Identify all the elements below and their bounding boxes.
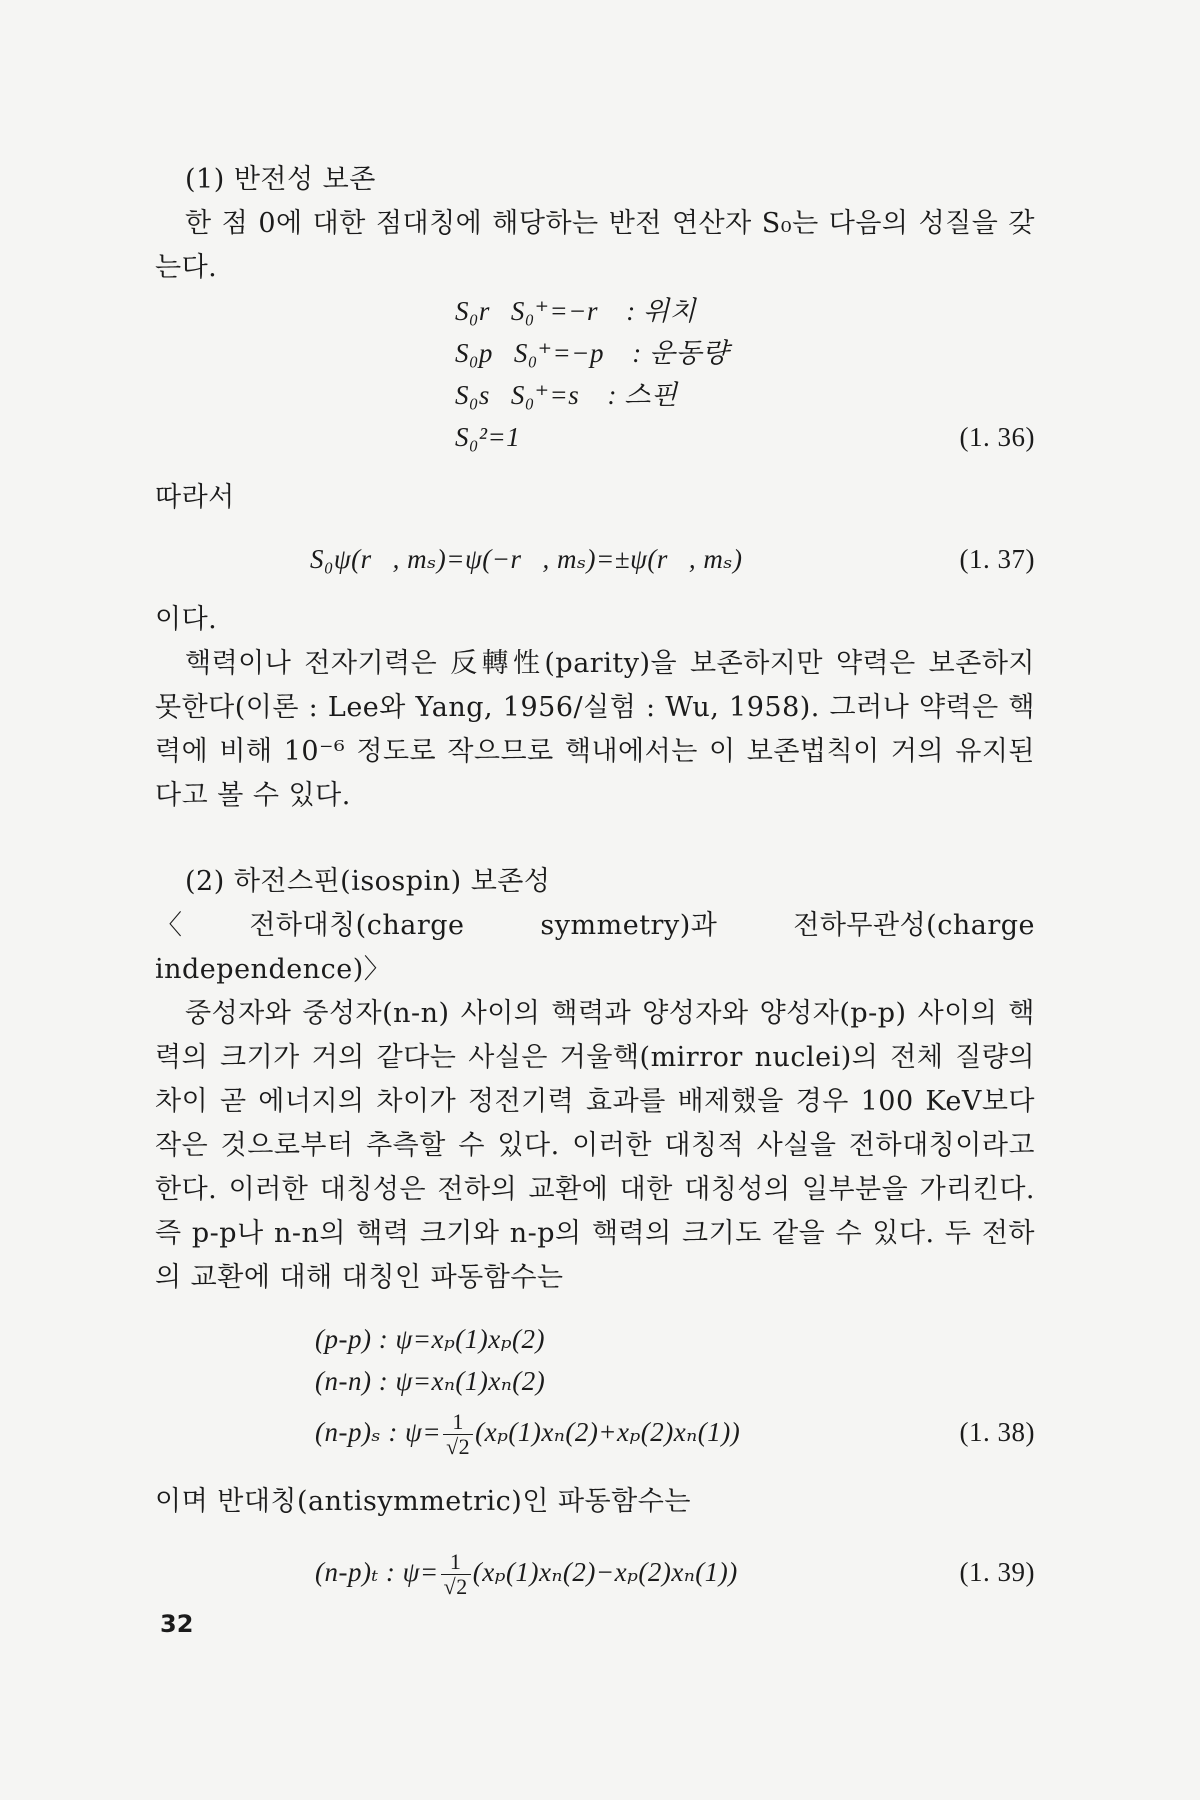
eq-np-sym-lhs: (n-p)ₛ : ψ= bbox=[315, 1417, 442, 1447]
section2-subheading: 〈전하대칭(charge symmetry)과 전하무관성(charge independence)〉 bbox=[155, 910, 1035, 985]
eq-position: S₀r⃗S₀⁺=−r⃗ : 위치 bbox=[455, 296, 697, 326]
eq-np-sym-rhs: (xₚ(1)xₙ(2)+xₚ(2)xₙ(1)) bbox=[475, 1417, 741, 1447]
section1-paragraph: 핵력이나 전자기력은 反轉性(parity)을 보존하지만 약력은 보존하지 못한다(이론 : Lee와 Yang, 1956/실험 : Wu, 1958). 그러나 약력은 핵력에 비해 10⁻⁶ 정도로 작으므로 핵내에서는 이 보존법칙이 거의 유지된다고 볼 수 있다. bbox=[155, 648, 1035, 811]
eq-np-anti bbox=[315, 1542, 1035, 1602]
eq-spin: S₀s⃗S₀⁺=s⃗ : 스핀 bbox=[455, 380, 678, 410]
eq-block-137 bbox=[155, 538, 1035, 580]
eq-block-136 bbox=[155, 290, 1035, 458]
page-content bbox=[155, 158, 1035, 1602]
section1-heading: (1) 반전성 보존 bbox=[185, 164, 376, 195]
fraction-numerator: 1 bbox=[443, 1410, 473, 1435]
eq-number-139: (1. 39) bbox=[959, 1557, 1035, 1587]
fraction-sym bbox=[443, 1410, 473, 1459]
eq-np-anti-rhs: (xₚ(1)xₙ(2)−xₚ(2)xₙ(1)) bbox=[472, 1557, 738, 1587]
eq-137: S₀ψ(r⃗, mₛ)=ψ(−r⃗, mₛ)=±ψ(r⃗, mₛ) bbox=[310, 544, 743, 574]
eq-square-text: S₀²=1 bbox=[455, 422, 521, 452]
eq-number-138: (1. 38) bbox=[959, 1417, 1035, 1447]
fraction-denominator: √2 bbox=[446, 1434, 471, 1460]
eq-number-137: (1. 37) bbox=[959, 544, 1035, 574]
fraction-numerator: 1 bbox=[441, 1550, 471, 1575]
eq-137-line bbox=[310, 538, 1035, 580]
therefore-text: 따라서 bbox=[155, 482, 235, 513]
eq-np-anti-lhs: (n-p)ₜ : ψ= bbox=[315, 1557, 439, 1587]
page-number: 32 bbox=[160, 1610, 194, 1638]
fraction-anti bbox=[441, 1550, 471, 1599]
eq-square bbox=[455, 416, 1035, 458]
section2-paragraph: 중성자와 중성자(n-n) 사이의 핵력과 양성자와 양성자(p-p) 사이의 핵력의 크기가 거의 같다는 사실은 거울핵(mirror nuclei)의 전체 질량의 차이 곧 에너지의 차이가 정전기력 효과를 배제했을 경우 100 KeV보다 작은 것으로부터 추측할 수 있다. 이러한 대칭적 사실을 전하대칭이라고 한다. 이러한 대칭성은 전하의 교환에 대한 대칭성의 일부분을 가리킨다. 즉 p-p나 n-n의 핵력 크기와 n-p의 핵력의 크기도 같을 수 있다. 두 전하의 교환에 대해 대칭인 파동함수는 bbox=[155, 998, 1035, 1293]
eq-nn: (n-n) : ψ=xₙ(1)xₙ(2) bbox=[315, 1366, 546, 1396]
is-text: 이다. bbox=[155, 604, 218, 635]
antisym-intro: 이며 반대칭(antisymmetric)인 파동함수는 bbox=[155, 1486, 691, 1517]
eq-momentum: S₀p⃗S₀⁺=−p⃗ : 운동량 bbox=[455, 338, 729, 368]
section2-heading: (2) 하전스핀(isospin) 보존성 bbox=[185, 866, 551, 897]
eq-pp: (p-p) : ψ=xₚ(1)xₚ(2) bbox=[315, 1324, 545, 1354]
eq-block-138 bbox=[155, 1318, 1035, 1462]
section1-intro: 한 점 0에 대한 점대칭에 해당하는 반전 연산자 S₀는 다음의 성질을 갖는다. bbox=[155, 208, 1035, 283]
eq-np-sym bbox=[315, 1402, 1035, 1462]
eq-number-136: (1. 36) bbox=[959, 422, 1035, 452]
fraction-denominator: √2 bbox=[443, 1574, 468, 1600]
eq-block-139 bbox=[155, 1542, 1035, 1602]
